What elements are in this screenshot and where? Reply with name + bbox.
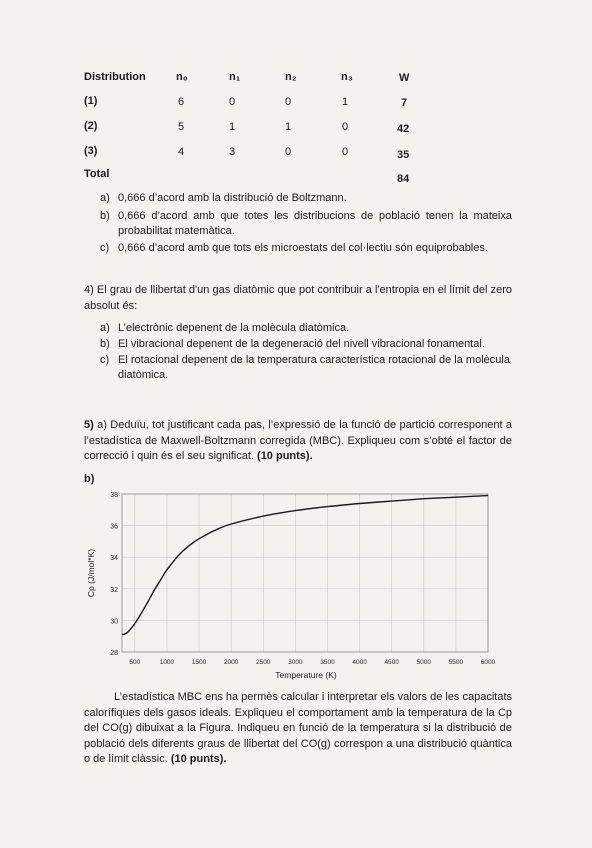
question-5b-points: (10 punts). (170, 753, 227, 765)
chart-grid (122, 494, 488, 652)
question-5b-text (84, 690, 512, 768)
y-tick-label: 30 (110, 618, 118, 626)
option-text: El vibracional depenent de la degeneració del nivell vibracional fonamental. (118, 338, 485, 350)
option-text: 0,666 d’acord amb que totes les distribucions de població tenen la mateixa probabilitat matemàtica. (118, 210, 512, 237)
table-row-1-label: (1) (84, 95, 98, 107)
table-row-3-label: (3) (84, 145, 98, 157)
table-cell: 35 (397, 149, 410, 161)
question-5a-body: a) Deduïu, tot justificant cada pas, l’expressió de la funció de partició corresponent a l’estadística de Maxwell-Boltzmann corregida (MBC). Expliqueu com s’obté el factor de correcció i quin és el seu significat. (84, 419, 513, 462)
plot-frame (122, 494, 488, 652)
table-total-label: Total (84, 168, 110, 180)
option-text: L’electrònic depenent de la molècula diatòmica. (118, 322, 350, 334)
table-cell: 1 (285, 121, 292, 133)
x-tick-label: 5500 (448, 659, 464, 666)
table-header-distribution: Distribution (84, 71, 146, 83)
x-tick-label: 3500 (320, 659, 335, 666)
option-label: a) (100, 322, 110, 334)
table-cell: 7 (401, 97, 408, 109)
table-cell: 0 (342, 146, 349, 158)
table-cell: 0 (285, 96, 292, 108)
table-row-2-label: (2) (84, 120, 98, 132)
option-label: b) (100, 338, 110, 350)
question-4-stem: 4) El grau de llibertat d'un gas diatòmic que pot contribuir a l'entropia en el límit del zero absolut és: (84, 284, 512, 312)
option-text: 0,666 d’acord amb que tots els microestats del col·lectiu són equiprobables. (118, 242, 488, 254)
cp-series-line (122, 496, 488, 635)
table-cell: 42 (397, 123, 410, 135)
x-tick-label: 2500 (256, 659, 271, 666)
option-label: c) (100, 354, 110, 366)
table-cell: 5 (178, 121, 185, 133)
question-5a-points: (10 punts). (257, 450, 313, 462)
table-header-n1: n₁ (229, 71, 241, 83)
chart-axes (122, 494, 488, 652)
y-tick-label: 36 (110, 523, 118, 531)
x-tick-label: 2000 (223, 659, 239, 666)
y-tick-label: 34 (110, 555, 118, 563)
x-tick-label: 6000 (480, 659, 496, 666)
table-cell: 0 (342, 121, 349, 133)
x-tick-label: 5000 (416, 659, 432, 666)
question-5b-label: b) (84, 473, 95, 485)
x-tick-label: 500 (129, 659, 141, 666)
x-tick-label: 1000 (159, 659, 175, 666)
table-cell: 4 (178, 146, 185, 158)
x-tick-label: 4500 (384, 659, 399, 666)
option-text: 0,666 d’acord amb la distribució de Boltzmann. (118, 192, 347, 204)
chart-y-axis-label: Cp (J/mol*K) (86, 548, 96, 598)
option-label: a) (100, 192, 110, 204)
table-header-w: W (399, 72, 410, 84)
table-header-n2: n₂ (285, 71, 297, 83)
question-5b-body: L’estadística MBC ens ha permès calcular i interpretar els valors de les capacitats calorífiques dels gasos ideals. Expliqueu el comportament amb la temperatura de la Cp del CO(g) dibuixat a la Figura. Indiqueu en funció de la temperatura si la distribució de població dels diferents graus de llibertat del CO(g) correspon a una distribució quàntica o de límit clàssic. (84, 691, 513, 765)
option-label: c) (100, 242, 110, 254)
option-label: b) (100, 210, 110, 222)
chart-series (122, 496, 488, 635)
question-5a-text (84, 418, 512, 465)
chart-x-axis-label: Temperature (K) (275, 670, 337, 680)
table-cell: 3 (229, 146, 236, 158)
question-5-number: 5) (84, 419, 94, 431)
chart-x-ticks (129, 659, 495, 666)
x-tick-label: 4000 (352, 659, 367, 666)
table-cell: 1 (229, 121, 236, 133)
y-tick-label: 38 (110, 492, 118, 499)
table-cell: 1 (342, 96, 349, 108)
chart-y-ticks (110, 492, 118, 657)
x-tick-label: 1500 (191, 659, 207, 666)
x-tick-label: 3000 (288, 659, 303, 666)
table-cell: 6 (178, 96, 185, 108)
table-header-n0: n₀ (176, 71, 188, 83)
y-tick-label: 28 (110, 650, 118, 657)
table-header-n3: n₃ (341, 71, 353, 83)
y-tick-label: 32 (110, 586, 118, 594)
table-total-value: 84 (397, 173, 410, 185)
table-cell: 0 (285, 146, 292, 158)
option-text: El rotacional depenent de la temperatura característica rotacional de la molècula diatòmica. (118, 354, 510, 381)
table-cell: 0 (229, 96, 236, 108)
